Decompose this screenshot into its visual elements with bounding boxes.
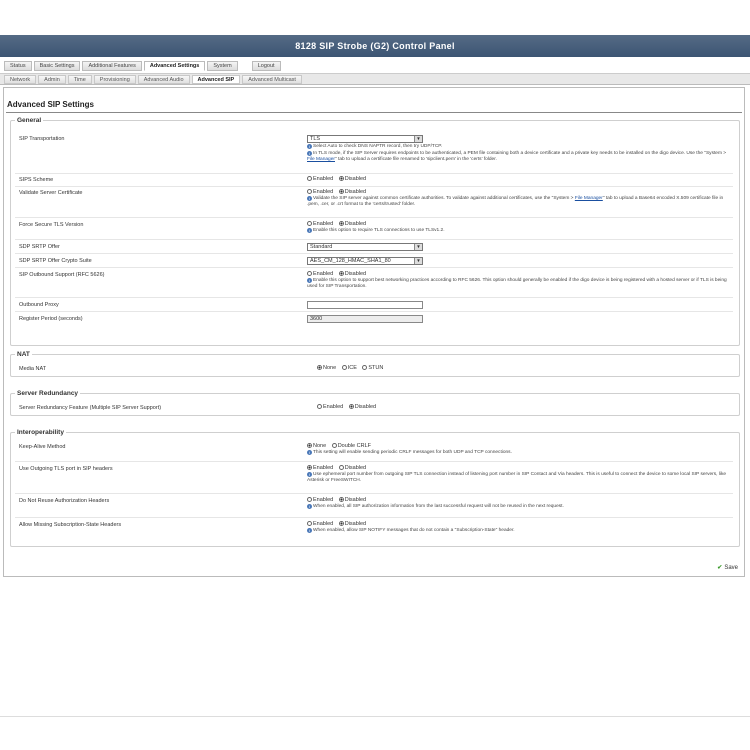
allow-missing-sub-label: Allow Missing Subscription-State Headers — [19, 522, 122, 528]
radio-icon — [307, 189, 312, 194]
row-sips-scheme — [15, 175, 733, 187]
keepalive-label: Keep-Alive Method — [19, 444, 66, 450]
checkmark-icon: ✔ — [717, 565, 723, 571]
radio-label: Disabled — [344, 271, 367, 277]
save-button[interactable] — [717, 564, 738, 571]
radio-selected-icon — [317, 365, 322, 370]
info-icon: i — [307, 504, 312, 509]
keepalive-double-crlf-radio[interactable] — [332, 443, 371, 449]
row-validate-cert — [15, 188, 733, 218]
nat-legend: NAT — [17, 351, 30, 358]
radio-icon — [317, 404, 322, 409]
outgoing-tls-help: Use ephemeral port number from outgoing SIP TLS connection instead of listening port number in SIP Contact and Via headers. This is useful to connect the device to some local SIP servers, like Asterisk or FreeSWITCH. — [307, 472, 727, 483]
app-title: 8128 SIP Strobe (G2) Control Panel — [295, 41, 455, 51]
row-allow-missing-sub — [15, 520, 733, 542]
sub-tabs — [0, 73, 750, 85]
tab-additional-features[interactable]: Additional Features — [82, 61, 141, 71]
radio-icon — [339, 465, 344, 470]
media-nat-stun-radio[interactable] — [362, 365, 383, 371]
sips-scheme-label: SIPS Scheme — [19, 177, 54, 183]
row-srtp-crypto — [15, 256, 733, 268]
outgoing-tls-enabled-radio[interactable] — [307, 465, 333, 471]
sip-transport-value: TLS — [310, 136, 321, 142]
row-redundancy-feature — [15, 403, 733, 415]
redundancy-disabled-radio[interactable] — [349, 404, 376, 410]
chevron-down-icon: ▼ — [414, 258, 422, 264]
validate-cert-disabled-radio[interactable] — [339, 189, 366, 195]
radio-label: Disabled — [344, 465, 367, 471]
radio-selected-icon — [339, 497, 344, 502]
register-period-input[interactable]: 3600 — [307, 315, 423, 323]
radio-label: ICE — [347, 365, 357, 371]
tab-system[interactable]: System — [207, 61, 237, 71]
subtab-advanced-audio[interactable]: Advanced Audio — [138, 75, 190, 84]
radio-label: Disabled — [344, 176, 367, 182]
sip-transport-help1: Select Auto to check DNS NAPTR record, then try UDP/TCP. — [313, 144, 443, 149]
radio-selected-icon — [307, 443, 312, 448]
srtp-offer-label: SDP SRTP Offer — [19, 244, 60, 250]
sip-transport-label: SIP Transportation — [19, 136, 65, 142]
force-tls-enabled-radio[interactable] — [307, 221, 333, 227]
radio-icon — [307, 521, 312, 526]
radio-label: Enabled — [323, 404, 344, 410]
radio-icon — [307, 271, 312, 276]
radio-icon — [307, 221, 312, 226]
radio-label: Disabled — [354, 404, 377, 410]
media-nat-ice-radio[interactable] — [342, 365, 357, 371]
radio-label: Enabled — [313, 176, 334, 182]
radio-label: Disabled — [344, 221, 367, 227]
row-media-nat — [15, 364, 733, 376]
allow-missing-sub-help: When enabled, allow SIP NOTIFY messages that do not contain a "Subscription-State" header. — [313, 528, 515, 533]
subtab-time[interactable]: Time — [68, 75, 92, 84]
radio-icon — [362, 365, 367, 370]
info-icon: i — [307, 151, 312, 156]
main-tabs — [4, 61, 281, 72]
outgoing-tls-disabled-radio[interactable] — [339, 465, 366, 471]
subtab-advanced-multicast[interactable]: Advanced Multicast — [242, 75, 302, 84]
srtp-crypto-label: SDP SRTP Offer Crypto Suite — [19, 258, 92, 264]
row-outgoing-tls — [15, 464, 733, 494]
radio-selected-icon — [339, 176, 344, 181]
keepalive-none-radio[interactable] — [307, 443, 326, 449]
subtab-admin[interactable]: Admin — [38, 75, 66, 84]
no-reuse-auth-enabled-radio[interactable] — [307, 497, 333, 503]
redundancy-section — [10, 390, 740, 416]
outbound-proxy-label: Outbound Proxy — [19, 302, 59, 308]
general-legend: General — [17, 117, 42, 124]
row-register-period — [15, 314, 733, 326]
register-period-label: Register Period (seconds) — [19, 316, 83, 322]
sips-scheme-enabled-radio[interactable] — [307, 176, 333, 182]
interop-legend: Interoperability — [17, 429, 64, 436]
nat-section — [10, 351, 740, 377]
radio-icon — [332, 443, 337, 448]
info-icon: i — [307, 450, 312, 455]
tab-advanced-settings[interactable]: Advanced Settings — [144, 61, 206, 71]
outbound-support-disabled-radio[interactable] — [339, 271, 366, 277]
info-icon: i — [307, 528, 312, 533]
no-reuse-auth-help: When enabled, all SIP authorization information from the last successful request will not be reused in the next request. — [313, 504, 564, 509]
general-section — [10, 117, 740, 346]
force-tls-label: Force Secure TLS Version — [19, 222, 84, 228]
media-nat-label: Media NAT — [19, 366, 47, 372]
radio-icon — [307, 497, 312, 502]
save-label: Save — [724, 565, 738, 571]
interop-section — [10, 429, 740, 547]
radio-label: Enabled — [313, 497, 334, 503]
info-icon: i — [307, 228, 312, 233]
radio-label: STUN — [368, 365, 384, 371]
page-title: Advanced SIP Settings — [7, 100, 94, 109]
chevron-down-icon: ▼ — [414, 136, 422, 142]
tab-status[interactable]: Status — [4, 61, 32, 71]
page-bottom-divider — [0, 716, 750, 717]
redundancy-enabled-radio[interactable] — [317, 404, 343, 410]
chevron-down-icon: ▼ — [414, 244, 422, 250]
subtab-network[interactable]: Network — [4, 75, 36, 84]
force-tls-help: Enable this option to require TLS connections to use TLSv1.2. — [313, 228, 445, 233]
srtp-offer-value: Standard — [310, 244, 333, 250]
validate-cert-label: Validate Server Certificate — [19, 190, 83, 196]
radio-label: None — [313, 443, 327, 449]
sip-transport-help2a: In TLS mode, if the SIP Server requires endpoints to be authenticated, a PEM file containing both a device certificate and a private key needs to be installed on the digo device. Use the "System > — [313, 151, 727, 156]
subtab-provisioning[interactable]: Provisioning — [94, 75, 136, 84]
radio-label: Double CRLF — [337, 443, 372, 449]
row-outbound-support — [15, 270, 733, 298]
tab-logout[interactable]: Logout — [252, 61, 281, 71]
radio-icon — [342, 365, 347, 370]
settings-panel — [3, 87, 745, 577]
no-reuse-auth-label: Do Not Reuse Authorization Headers — [19, 498, 110, 504]
radio-selected-icon — [339, 189, 344, 194]
row-outbound-proxy — [15, 300, 733, 312]
force-tls-disabled-radio[interactable] — [339, 221, 366, 227]
info-icon: i — [307, 278, 312, 283]
redundancy-feature-label: Server Redundancy Feature (Multiple SIP Server Support) — [19, 405, 162, 411]
radio-label: Enabled — [313, 189, 334, 195]
radio-label: Enabled — [313, 221, 334, 227]
row-force-tls — [15, 220, 733, 240]
file-manager-link[interactable]: File Manager — [307, 157, 335, 162]
row-sip-transport — [15, 134, 733, 174]
info-icon: i — [307, 144, 312, 149]
row-no-reuse-auth — [15, 496, 733, 518]
allow-missing-sub-enabled-radio[interactable] — [307, 521, 333, 527]
app-title-bar — [0, 35, 750, 57]
radio-selected-icon — [307, 465, 312, 470]
info-icon: i — [307, 196, 312, 201]
radio-selected-icon — [339, 521, 344, 526]
outgoing-tls-label: Use Outgoing TLS port in SIP headers — [19, 466, 113, 472]
validate-cert-help-b: " tab to upload a Base64 encoded X.509 certificate file in .pem, .cer, or .crt format to the 'certs/trusted' folder. — [307, 196, 724, 207]
radio-label: Enabled — [313, 465, 334, 471]
radio-selected-icon — [339, 271, 344, 276]
radio-label: Disabled — [344, 189, 367, 195]
radio-label: Disabled — [344, 521, 367, 527]
outbound-proxy-input[interactable] — [307, 301, 423, 309]
sip-transport-select[interactable] — [307, 135, 423, 143]
allow-missing-sub-disabled-radio[interactable] — [339, 521, 366, 527]
srtp-crypto-select[interactable] — [307, 257, 423, 265]
subtab-advanced-sip[interactable]: Advanced SIP — [192, 75, 241, 84]
outbound-support-label: SIP Outbound Support (RFC 5626) — [19, 272, 105, 278]
sips-scheme-disabled-radio[interactable] — [339, 176, 366, 182]
radio-selected-icon — [349, 404, 354, 409]
srtp-offer-select[interactable] — [307, 243, 423, 251]
media-nat-none-radio[interactable] — [317, 365, 336, 371]
radio-label: Disabled — [344, 497, 367, 503]
keepalive-help: This setting will enable sending periodic CRLF messages for both UDP and TCP connections. — [313, 450, 512, 455]
radio-label: Enabled — [313, 271, 334, 277]
radio-selected-icon — [339, 221, 344, 226]
row-srtp-offer — [15, 242, 733, 254]
redundancy-legend: Server Redundancy — [17, 390, 79, 397]
radio-icon — [307, 176, 312, 181]
radio-label: None — [323, 365, 337, 371]
radio-label: Enabled — [313, 521, 334, 527]
title-divider — [6, 112, 742, 113]
validate-cert-enabled-radio[interactable] — [307, 189, 333, 195]
validate-cert-help-a: Validate the SIP server against common certificate authorities. To validate against additional certificates, use the "System > — [313, 196, 575, 201]
row-keepalive — [15, 442, 733, 462]
info-icon: i — [307, 472, 312, 477]
sip-transport-help2b: " tab to upload a certificate file renamed to 'sipclient.pem' in the 'certs' folder. — [335, 157, 497, 162]
srtp-crypto-value: AES_CM_128_HMAC_SHA1_80 — [310, 258, 391, 264]
tab-basic-settings[interactable]: Basic Settings — [34, 61, 81, 71]
file-manager-link[interactable]: File Manager — [574, 196, 603, 201]
outbound-support-enabled-radio[interactable] — [307, 271, 333, 277]
outbound-support-help: Enable this option to support best networking practices according to RFC 5626. This option should generally be enabled if the digo device is being registered with a hosted server or if TLS is being used for SIP Transportation. — [307, 278, 727, 289]
no-reuse-auth-disabled-radio[interactable] — [339, 497, 366, 503]
